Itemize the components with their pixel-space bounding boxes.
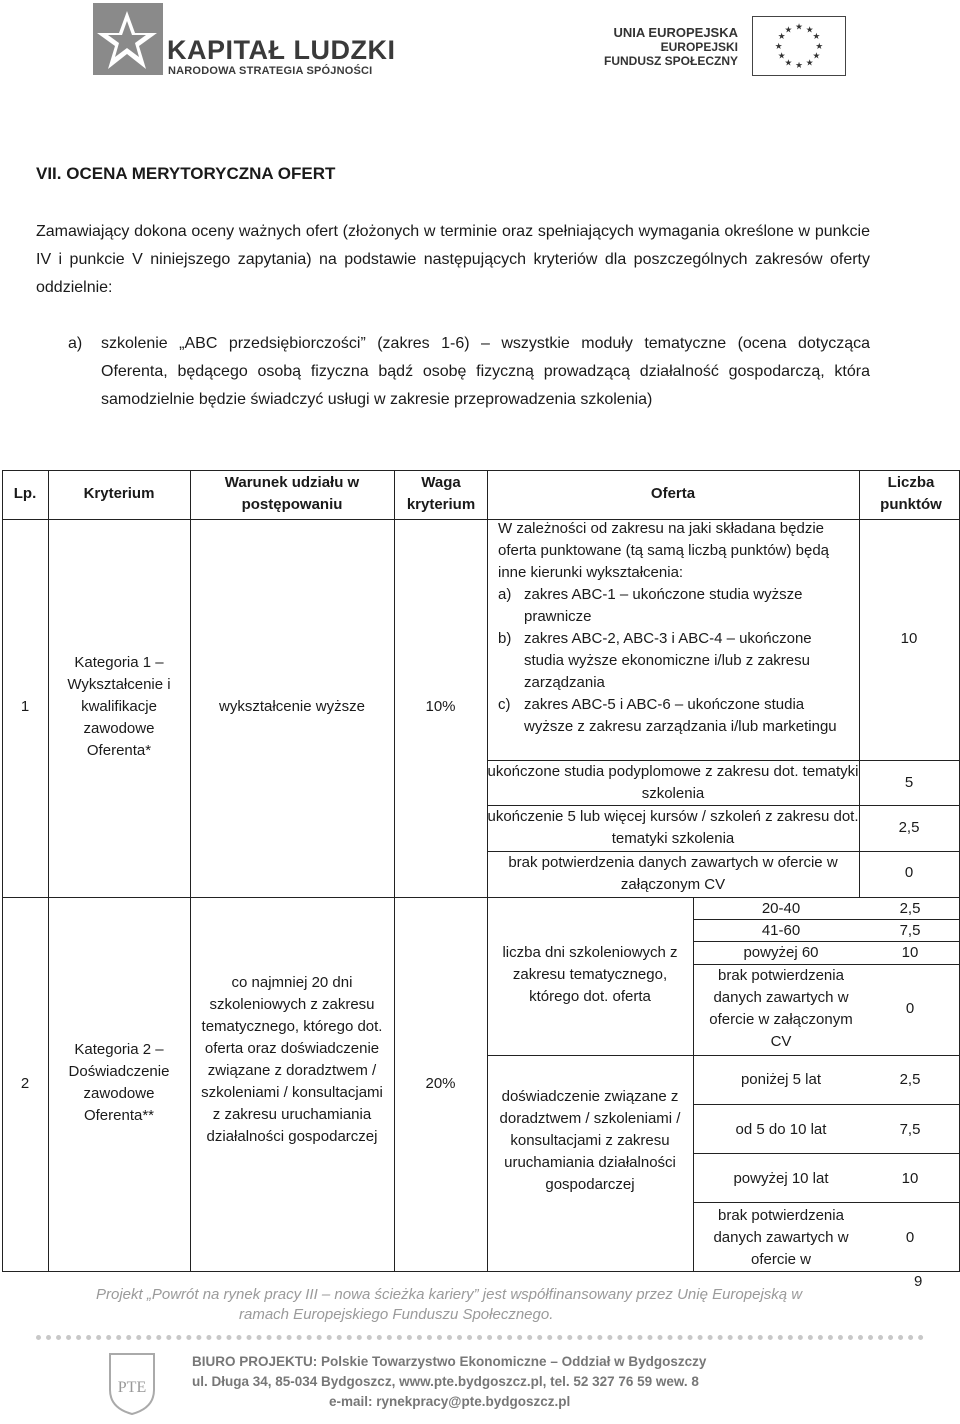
eu-line1: UNIA EUROPEJSKA [613, 25, 738, 40]
svg-text:★: ★ [777, 32, 786, 43]
row2-b-range-3: brak potwierdzenia danych zawartych w ofercie w [713, 1207, 849, 1268]
row1-sub3-points: 2,5 [898, 819, 920, 836]
row2-a-points-0: 2,5 [899, 900, 921, 917]
row1-points-main: 10 [900, 630, 918, 647]
office-line-1: BIURO PROJEKTU: Polskie Towarzystwo Ekonomiczne – Oddział w Bydgoszczy [192, 1354, 707, 1369]
row2-b-points-0: 2,5 [899, 1071, 921, 1088]
row1-oferta-a: zakres ABC-1 – ukończone studia wyższe prawnicze [524, 586, 803, 625]
row2-lp: 2 [20, 1075, 30, 1092]
project-line-1: Projekt „Powrót na rynek pracy III – nowa ścieżka kariery” jest współfinansowany przez Unię Europejską w [96, 1286, 803, 1303]
row2-b-line-2 [693, 1153, 959, 1154]
row1-oferta-a-label: a) [498, 586, 512, 603]
item-a-text: szkolenie „ABC przedsiębiorczości” (zakres 1-6) – wszystkie moduły tematyczne (ocena dotycząca Oferenta, będącego osobą fizyczna bądź osobę fizyczną prowadzącą działalność gospodarczą, która samodzielnie będzie świadczyć usługi w zakresie przeprowadzenia szkolenia) [101, 335, 870, 408]
office-address [192, 1352, 706, 1412]
svg-text:★: ★ [812, 51, 821, 62]
row2-a-points-3: 0 [905, 1000, 915, 1017]
eu-line2: EUROPEJSKI [660, 40, 738, 54]
svg-text:★: ★ [795, 61, 803, 72]
row2-ab-border [487, 1055, 959, 1056]
table-bottom-border [2, 1271, 959, 1272]
section-title: VII. OCENA MERYTORYCZNA OFERT [36, 164, 336, 183]
office-line-2: ul. Długa 34, 85-034 Bydgoszcz, www.pte.bydgoszcz.pl, tel. 52 327 76 59 wew. 8 [192, 1374, 699, 1389]
row2-waga: 20% [425, 1075, 456, 1092]
row1-kryterium: Kategoria 1 – Wykształcenie i kwalifikacje zawodowe Oferenta* [67, 654, 171, 759]
row2-a-range-2: powyżej 60 [743, 944, 819, 961]
row1-warunek: wykształcenie wyższe [219, 698, 365, 715]
row2-b-line-1 [693, 1104, 959, 1105]
header-lp: Lp. [13, 485, 37, 502]
row1-oferta-b: zakres ABC-2, ABC-3 i ABC-4 – ukończone studia wyższe ekonomiczne i/lub z zakresu zarządzania [524, 630, 812, 691]
row2-b-range-0: poniżej 5 lat [740, 1071, 822, 1088]
page-number: 9 [914, 1273, 923, 1290]
svg-text:★: ★ [815, 41, 824, 52]
row1-lp: 1 [20, 698, 30, 715]
header-oferta: Oferta [650, 485, 696, 502]
svg-text:★: ★ [777, 51, 786, 62]
table-top-border [2, 470, 959, 471]
col-border-2 [190, 470, 191, 1272]
project-line-2: ramach Europejskiego Funduszu Społecznego. [239, 1306, 554, 1323]
row1-waga: 10% [425, 698, 456, 715]
kapital-ludzki-subtitle: NARODOWA STRATEGIA SPÓJNOŚCI [168, 65, 373, 77]
svg-text:★: ★ [774, 41, 783, 52]
col-border-1 [48, 470, 49, 1272]
row2-a-points-2: 10 [901, 944, 919, 961]
row2-a-range-3: brak potwierdzenia danych zawartych w ofercie w załączonym CV [709, 967, 853, 1050]
row2-oferta-a: liczba dni szkoleniowych z zakresu tematycznego, którego dot. oferta [502, 944, 678, 1005]
row2-a-range-1: 41-60 [761, 922, 801, 939]
row1-sub2-text: ukończone studia podyplomowe z zakresu dot. tematyki szkolenia [487, 763, 859, 802]
svg-text:★: ★ [812, 32, 821, 43]
header-waga: Waga kryterium [406, 474, 476, 513]
item-a-label: a) [68, 335, 83, 352]
col-border-3 [394, 470, 395, 1272]
footer-dotted-divider [36, 1335, 924, 1346]
row2-b-line-3 [693, 1202, 959, 1203]
row2-b-points-1: 7,5 [899, 1121, 921, 1138]
row2-oferta-b: doświadczenie związane z doradztwem / szkoleniami / konsultacjami z zakresu uruchamiania działalności gospodarczej [499, 1088, 681, 1193]
office-line-3: e-mail: rynekpracy@pte.bydgoszcz.pl [329, 1394, 571, 1409]
col-border-0 [2, 470, 3, 1272]
row2-b-range-2: powyżej 10 lat [733, 1170, 829, 1187]
row2-kryterium: Kategoria 2 – Doświadczenie zawodowe Oferenta** [68, 1041, 170, 1124]
svg-text:★: ★ [795, 22, 803, 33]
pte-logo-icon [104, 1350, 160, 1416]
row1-oferta-c-label: c) [498, 696, 511, 713]
header-kryterium: Kryterium [83, 485, 155, 502]
row2-a-points-1: 7,5 [899, 922, 921, 939]
header-punkty: Liczba punktów [880, 474, 942, 513]
row1-oferta-c: zakres ABC-5 i ABC-6 – ukończone studia wyższe z zakresu zarządzania i/lub marketingu [524, 696, 837, 735]
row1-sub3-text: ukończenie 5 lub więcej kursów / szkoleń z zakresu dot. tematyki szkolenia [487, 808, 859, 847]
svg-text:★: ★ [805, 58, 814, 69]
row2-a-range-0: 20-40 [761, 900, 801, 917]
row2-b-range-1: od 5 do 10 lat [735, 1121, 827, 1138]
header-warunek: Warunek udziału w postępowaniu [224, 474, 360, 513]
project-footnote [96, 1285, 802, 1325]
eu-line3: FUNDUSZ SPOŁECZNY [603, 54, 738, 68]
row1-sub4-text: brak potwierdzenia danych zawartych w ofercie w załączonym CV [508, 854, 838, 893]
row2-b-points-3: 0 [905, 1229, 915, 1246]
svg-text:★: ★ [784, 25, 793, 36]
row1-oferta-b-label: b) [498, 630, 512, 647]
kapital-ludzki-title: KAPITAŁ LUDZKI [167, 35, 396, 65]
svg-text:★: ★ [784, 58, 793, 69]
intro-paragraph: Zamawiający dokona oceny ważnych ofert (złożonych w terminie oraz spełniających wymagania określone w punkcie IV i punkcie V niniejszego zapytania) na podstawie następujących kryteriów dla poszczególnych zakresów oferty oddzielnie: [36, 223, 870, 296]
svg-text:PTE: PTE [117, 1379, 147, 1396]
row2-warunek: co najmniej 20 dni szkoleniowych z zakresu tematycznego, którego dot. oferta oraz doświadczenie związane z doradztwem / szkoleniami / konsultacjami z zakresu uruchamiania działalności gospodarczej [201, 974, 383, 1145]
svg-text:★: ★ [805, 25, 814, 36]
row1-sub4-points: 0 [904, 864, 914, 881]
row1-sub2-points: 5 [904, 774, 914, 791]
row2-b-points-2: 10 [901, 1170, 919, 1187]
row1-oferta-intro: W zależności od zakresu na jaki składana będzie oferta punktowane (tą samą liczbą punktów) będą inne kierunki wykształcenia: [498, 520, 830, 581]
